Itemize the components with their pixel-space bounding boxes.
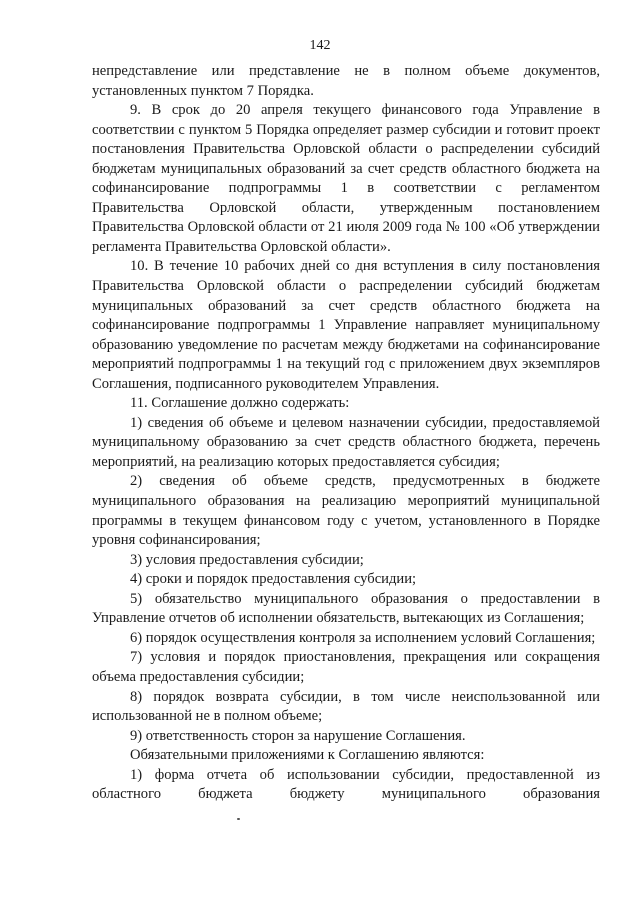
paragraph-item-11: 11. Соглашение должно содержать: — [130, 395, 350, 412]
paragraph-continuation: непредставление или представление не в полном объеме документов, установленных пунктом 7 Порядка. — [92, 63, 600, 99]
list-item-2: 2) сведения об объеме средств, предусмотренных в бюджете муниципального образования на реализацию мероприятий муниципальной программы в текущем финансовом году с учетом, установленного в Порядке уровня софинансирования; — [92, 473, 600, 549]
paragraph-item-9: 9. В срок до 20 апреля текущего финансового года Управление в соответствии с пунктом 5 Порядка определяет размер субсидии и готовит проект постановления Правительства Орловской области о распределении субсидий бюджетам муниципальных образований за счет средств областного бюджета на софинансирование подпрограммы 1 в соответствии с регламентом Правительства Орловской области, утвержденным постановлением Правительства Орловской области от 21 июля 2009 года № 100 «Об утверждении регламента Правительства Орловской области». — [92, 102, 600, 255]
scan-speck — [237, 818, 240, 820]
list-item-8: 8) порядок возврата субсидии, в том числе неиспользованной или использованной не в полном объеме; — [92, 688, 600, 725]
paragraph-item-10: 10. В течение 10 рабочих дней со дня вступления в силу постановления Правительства Орловской области о распределении субсидий бюджетам муниципальных образований за счет средств областного бюджета на софинансирование подпрограммы 1 Управление направляет муниципальному образованию уведомление по расчетам между бюджетами на софинансирование мероприятий подпрограммы 1 на текущий год с приложением двух экземпляров Соглашения, подписанного руководителем Управления. — [92, 258, 600, 392]
list-item-6: 6) порядок осуществления контроля за исполнением условий Соглашения; — [130, 629, 596, 646]
list-item-1: 1) сведения об объеме и целевом назначении субсидии, предоставляемой муниципальному образованию за счет средств областного бюджета, перечень мероприятий, на реализацию которых предоставляется субсидия; — [92, 414, 600, 470]
list-item-4: 4) сроки и порядок предоставления субсидии; — [130, 571, 417, 588]
document-body — [92, 62, 600, 805]
page-number: 142 — [309, 38, 331, 53]
appendix-item-1: 1) форма отчета об использовании субсидии, предоставленной из областного бюджета бюджету муниципального образования — [92, 766, 600, 803]
list-item-3: 3) условия предоставления субсидии; — [130, 551, 364, 568]
list-item-5: 5) обязательство муниципального образования о предоставлении в Управление отчетов об исполнении обязательств, вытекающих из Соглашения; — [92, 590, 600, 627]
list-item-9: 9) ответственность сторон за нарушение Соглашения. — [130, 727, 466, 744]
appendix-intro: Обязательными приложениями к Соглашению являются: — [130, 747, 485, 764]
list-item-7: 7) условия и порядок приостановления, прекращения или сокращения объема предоставления субсидии; — [92, 649, 600, 685]
